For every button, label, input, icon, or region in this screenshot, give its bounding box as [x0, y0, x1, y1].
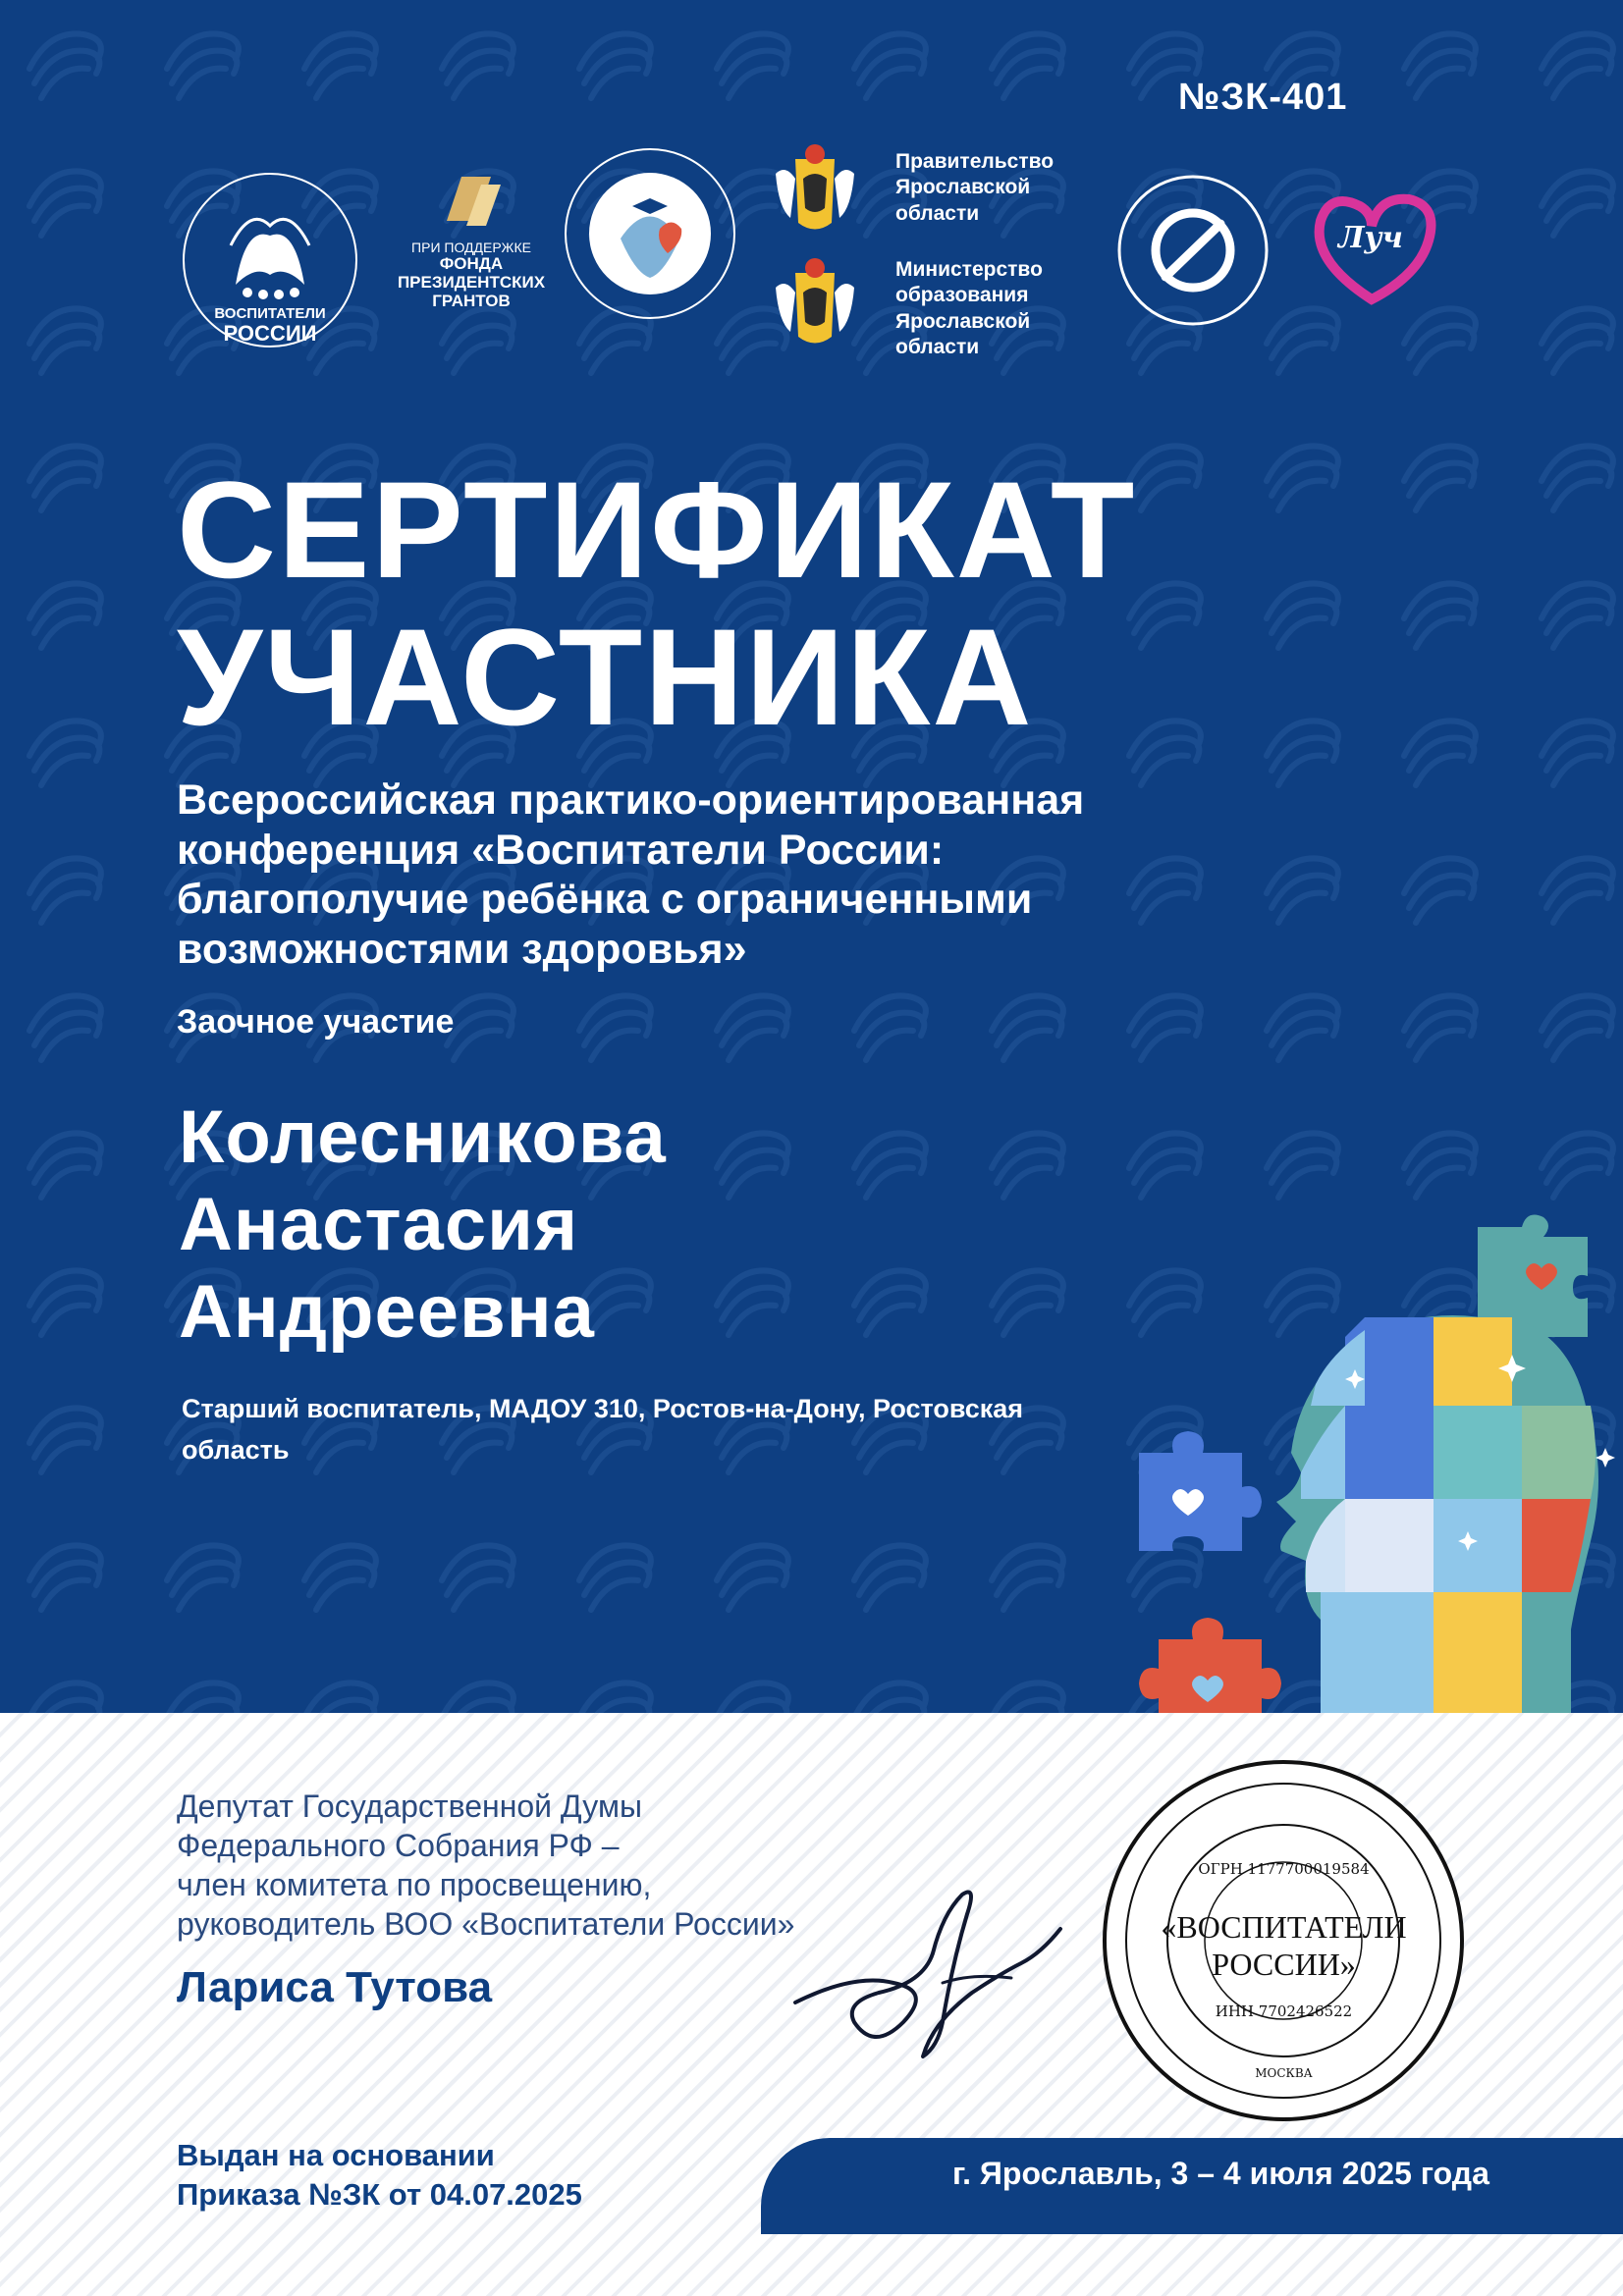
conference-line1: Всероссийская практико-ориентированная: [177, 776, 1085, 824]
ministry-line3: Ярославской: [895, 309, 1031, 333]
stamp-inn: ИНН 7702426522: [1215, 2002, 1353, 2020]
issue-basis: [177, 2136, 582, 2216]
participant-position: [182, 1389, 1085, 1471]
vospitateli-logo: [177, 167, 363, 353]
fond-logo: [393, 167, 550, 334]
stamp-center1: «ВОСПИТАТЕЛИ: [1161, 1909, 1407, 1945]
iro-logo: [1114, 167, 1271, 334]
fond-line3: ПРЕЗИДЕНТСКИХ: [397, 273, 546, 293]
coat-of-arms-icon: [771, 139, 859, 238]
conference-name: [177, 775, 1306, 975]
iro-emblem-icon: [1114, 167, 1271, 334]
fond-line4: ГРАНТОВ: [432, 291, 511, 310]
participation-form: Заочное участие: [177, 1003, 455, 1041]
signature-image: [785, 1875, 1070, 2071]
conference-line3: благополучие ребёнка с ограниченными: [177, 876, 1033, 924]
place-date: г. Ярославль, 3 – 4 июля 2025 года: [952, 2156, 1489, 2191]
luch-text: Луч: [1338, 221, 1403, 255]
certificate-number: №ЗК-401: [1178, 77, 1348, 118]
participant-patronymic: Андреевна: [179, 1269, 595, 1354]
stamp-ogrn: ОГРН 1177700019584: [1198, 1860, 1370, 1878]
fond-emblem-icon: [393, 167, 550, 236]
institute-logo: [562, 145, 738, 322]
certificate-title: [177, 453, 1137, 756]
stamp-city: МОСКВА: [1255, 2066, 1313, 2080]
title-line1: СЕРТИФИКАТ: [177, 453, 1137, 607]
government-line1: Правительство: [895, 150, 1055, 173]
ministry-line4: области: [895, 335, 980, 358]
institute-emblem-icon: [562, 145, 738, 322]
vospitateli-line2: РОССИИ: [223, 321, 317, 346]
conference-line2: конференция «Воспитатели России:: [177, 826, 945, 874]
puzzle-head-illustration: [1129, 1207, 1623, 1713]
signatory-line3: член комитета по просвещению,: [177, 1867, 652, 1902]
fond-line1: ПРИ ПОДДЕРЖКЕ: [411, 240, 531, 255]
organization-stamp: [1100, 1757, 1468, 2125]
government-line2: Ярославской: [895, 176, 1031, 199]
basis-line1: Выдан на основании: [177, 2138, 495, 2172]
participant-name: [179, 1095, 667, 1357]
signatory-title: [177, 1787, 884, 1944]
fond-line2: ФОНДА: [439, 254, 504, 274]
government-label: [895, 149, 1054, 227]
title-line2: УЧАСТНИКА: [177, 600, 1034, 754]
basis-line2: Приказа №ЗК от 04.07.2025: [177, 2177, 582, 2213]
signatory-line1: Депутат Государственной Думы: [177, 1789, 642, 1824]
luch-logo: [1301, 182, 1443, 309]
stamp-center2: РОССИИ»: [1212, 1947, 1356, 1982]
signatory-line4: руководитель ВОО «Воспитатели России»: [177, 1906, 795, 1942]
conference-line4: возможностями здоровья»: [177, 926, 747, 974]
ministry-label: [895, 257, 1043, 360]
position-line2: область: [182, 1434, 290, 1465]
signatory-name: Лариса Тутова: [177, 1963, 493, 2011]
coat-of-arms-icon: [771, 253, 859, 351]
participant-last-name: Колесникова: [179, 1095, 667, 1179]
signatory-line2: Федерального Собрания РФ –: [177, 1828, 620, 1863]
vospitateli-line1: ВОСПИТАТЕЛИ: [214, 305, 326, 322]
government-line3: области: [895, 201, 980, 225]
position-line1: Старший воспитатель, МАДОУ 310, Ростов-на-Дону, Ростовская: [182, 1394, 1024, 1423]
participant-first-name: Анастасия: [179, 1182, 579, 1266]
ministry-line1: Министерство: [895, 258, 1043, 281]
ministry-line2: образования: [895, 284, 1029, 307]
